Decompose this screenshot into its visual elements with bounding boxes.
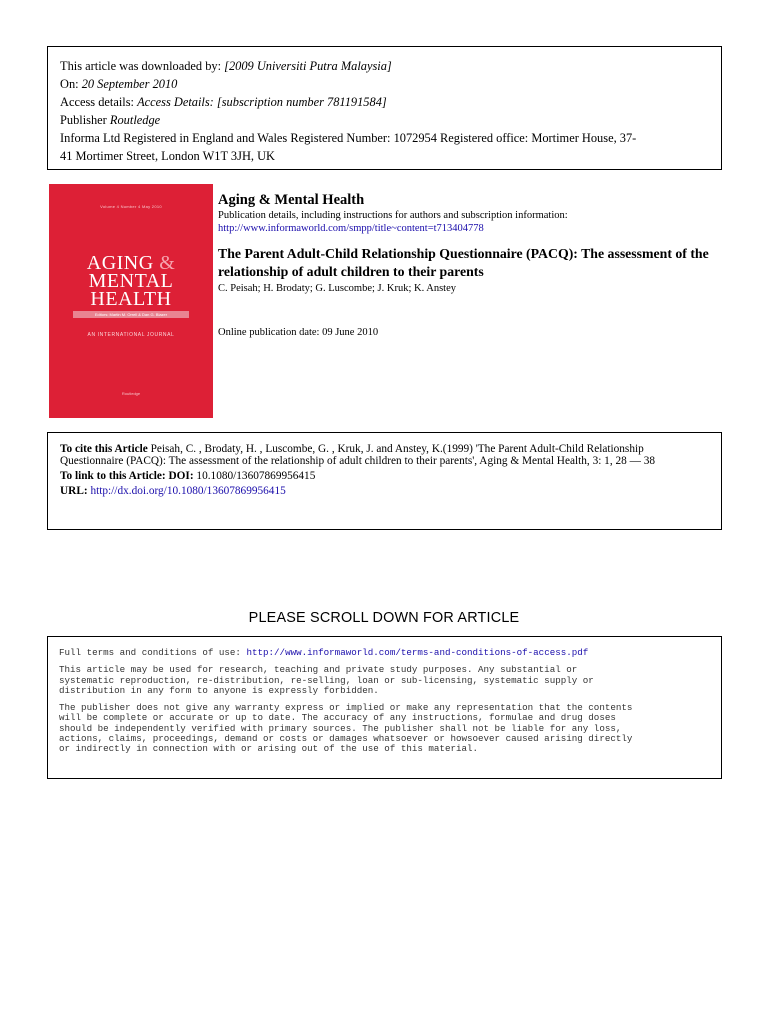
cover-title-line2: MENTAL [88, 270, 174, 292]
download-date-value: 20 September 2010 [81, 77, 178, 91]
article-title: The Parent Adult-Child Relationship Questionnaire (PACQ): The assessment of the relationship of adult children to their parents [218, 246, 709, 279]
journal-info [218, 191, 718, 339]
url-row [60, 485, 709, 497]
doi-row [60, 470, 709, 482]
access-details-value: Access Details: [subscription number 781191584] [137, 95, 387, 109]
citation-box [47, 432, 722, 530]
publication-details: Publication details, including instructions for authors and subscription information: [218, 210, 568, 221]
terms-box [47, 636, 722, 779]
cite-row [60, 443, 709, 467]
cover-title-line3: HEALTH [90, 288, 172, 310]
access-details-label: Access details: [60, 95, 138, 109]
publisher-value: Routledge [109, 113, 161, 127]
cover-subtitle: AN INTERNATIONAL JOURNAL [87, 332, 175, 338]
doi-label: To link to this Article: DOI: [60, 470, 194, 482]
cover-volume-text: Volume 4 Number 4 May 2010 [100, 204, 162, 209]
cover-title-line1: AGING [86, 252, 154, 274]
cover-editors: Editors: Martin M. Orrell & Dan G. Blazer [73, 311, 189, 318]
cover-title-amp: & [159, 252, 176, 274]
downloaded-by-line [60, 57, 709, 75]
terms-intro-line [59, 648, 710, 658]
url-label: URL: [60, 485, 88, 497]
journal-url-link[interactable]: http://www.informaworld.com/smpp/title~content=t713404778 [218, 223, 484, 234]
registration-line: Informa Ltd Registered in England and Wales Registered Number: 1072954 Registered office: Mortimer House, 37- [60, 131, 637, 145]
terms-paragraph-disclaimer: The publisher does not give any warranty express or implied or make any representation that the contents will be complete or accurate or up to date. The accuracy of any instructions, formulae and drug doses should be independently verified with primary sources. The publisher shall not be liable for any loss, actions, claims, proceedings, demand or costs or damages whatsoever or howsoever caused arising directly or indirectly in connection with or arising out of the use of this material. [59, 702, 633, 755]
downloaded-by-label: This article was downloaded by: [60, 59, 225, 73]
publisher-line [60, 111, 709, 129]
journal-cover-image [49, 184, 213, 418]
cite-text: Peisah, C. , Brodaty, H. , Luscombe, G. , Kruk, J. and Anstey, K.(1999) 'The Parent Adult-Child Relationship Questionnaire (PACQ): The assessment of the relationship of adult children to their parents', Aging & Mental Health, 3: 1, 28 — 38 [60, 443, 656, 467]
doi-value: 10.1080/13607869956415 [196, 470, 316, 482]
journal-title: Aging & Mental Health [218, 192, 365, 208]
address-line: 41 Mortimer Street, London W1T 3JH, UK [60, 149, 275, 163]
online-publication-date: Online publication date: 09 June 2010 [218, 327, 379, 338]
article-authors: C. Peisah; H. Brodaty; G. Luscombe; J. Kruk; K. Anstey [218, 283, 456, 294]
cover-publisher-logo: Routledge [121, 391, 141, 396]
publisher-label: Publisher [60, 113, 110, 127]
download-date-label: On: [60, 77, 82, 91]
download-info-box [47, 46, 722, 170]
terms-url-link[interactable]: http://www.informaworld.com/terms-and-conditions-of-access.pdf [246, 647, 589, 658]
access-details-line [60, 93, 709, 111]
scroll-down-notice: PLEASE SCROLL DOWN FOR ARTICLE [248, 610, 520, 626]
terms-paragraph-usage: This article may be used for research, teaching and private study purposes. Any substantial or systematic reproduction, re-distribution, re-selling, loan or sub-licensing, systematic supply or distribution in any form to anyone is expressly forbidden. [59, 664, 594, 696]
cover-title [49, 254, 213, 308]
downloaded-by-value: [2009 Universiti Putra Malaysia] [224, 59, 392, 73]
doi-url-link[interactable]: http://dx.doi.org/10.1080/13607869956415 [90, 485, 286, 497]
download-date-line [60, 75, 709, 93]
terms-intro-label: Full terms and conditions of use: [59, 647, 247, 658]
cite-label: To cite this Article [60, 443, 148, 455]
